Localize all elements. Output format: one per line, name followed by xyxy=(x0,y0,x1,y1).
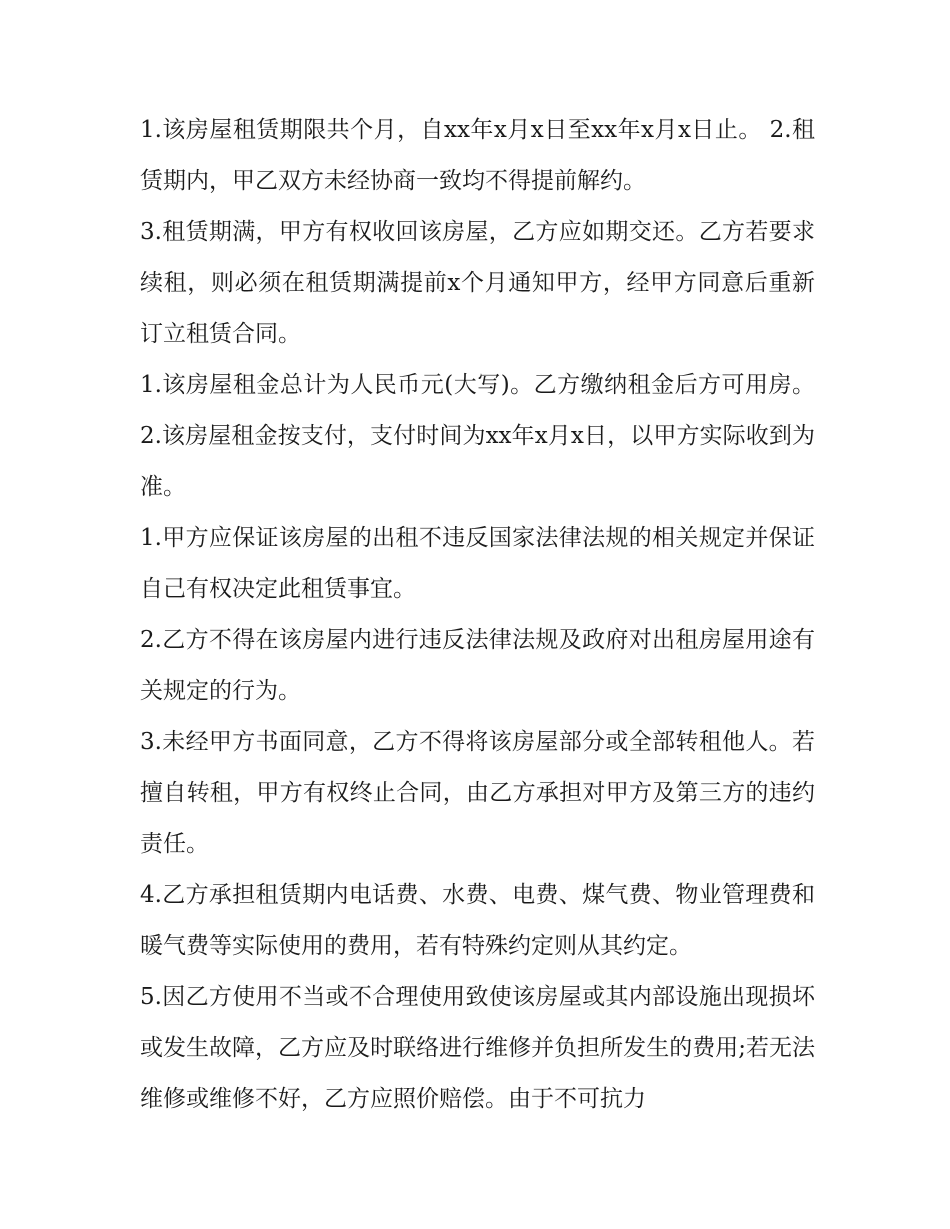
paragraph-lawful-use: 2.乙方不得在该房屋内进行违反法律法规及政府对出租房屋用途有关规定的行为。 xyxy=(140,627,815,704)
paragraph-lease-term: 1.该房屋租赁期限共个月，自xx年x月x日至xx年x月x日止。 2.租赁期内，甲乙双方未经协商一致均不得提前解约。 xyxy=(140,117,815,194)
paragraph-lease-expiry: 3.租赁期满，甲方有权收回该房屋，乙方应如期交还。乙方若要求续租，则必须在租赁期满提前x个月通知甲方，经甲方同意后重新订立租赁合同。 xyxy=(140,219,815,347)
paragraph-sublease: 3.未经甲方书面同意，乙方不得将该房屋部分或全部转租他人。若擅自转租，甲方有权终止合同，由乙方承担对甲方及第三方的违约责任。 xyxy=(140,729,815,857)
paragraph-damage-repair: 5.因乙方使用不当或不合理使用致使该房屋或其内部设施出现损坏或发生故障，乙方应及时联络进行维修并负担所发生的费用;若无法维修或维修不好，乙方应照价赔偿。由于不可抗力 xyxy=(140,984,815,1112)
paragraph-utility-fees: 4.乙方承担租赁期内电话费、水费、电费、煤气费、物业管理费和暖气费等实际使用的费用，若有特殊约定则从其约定。 xyxy=(140,882,815,959)
paragraph-landlord-guarantee: 1.甲方应保证该房屋的出租不违反国家法律法规的相关规定并保证自己有权决定此租赁事宜。 xyxy=(140,525,815,602)
paragraph-rent: 1.该房屋租金总计为人民币元(大写)。乙方缴纳租金后方可用房。 2.该房屋租金按支付，支付时间为xx年x月x日，以甲方实际收到为准。 xyxy=(140,372,815,500)
document-body xyxy=(140,105,815,1125)
